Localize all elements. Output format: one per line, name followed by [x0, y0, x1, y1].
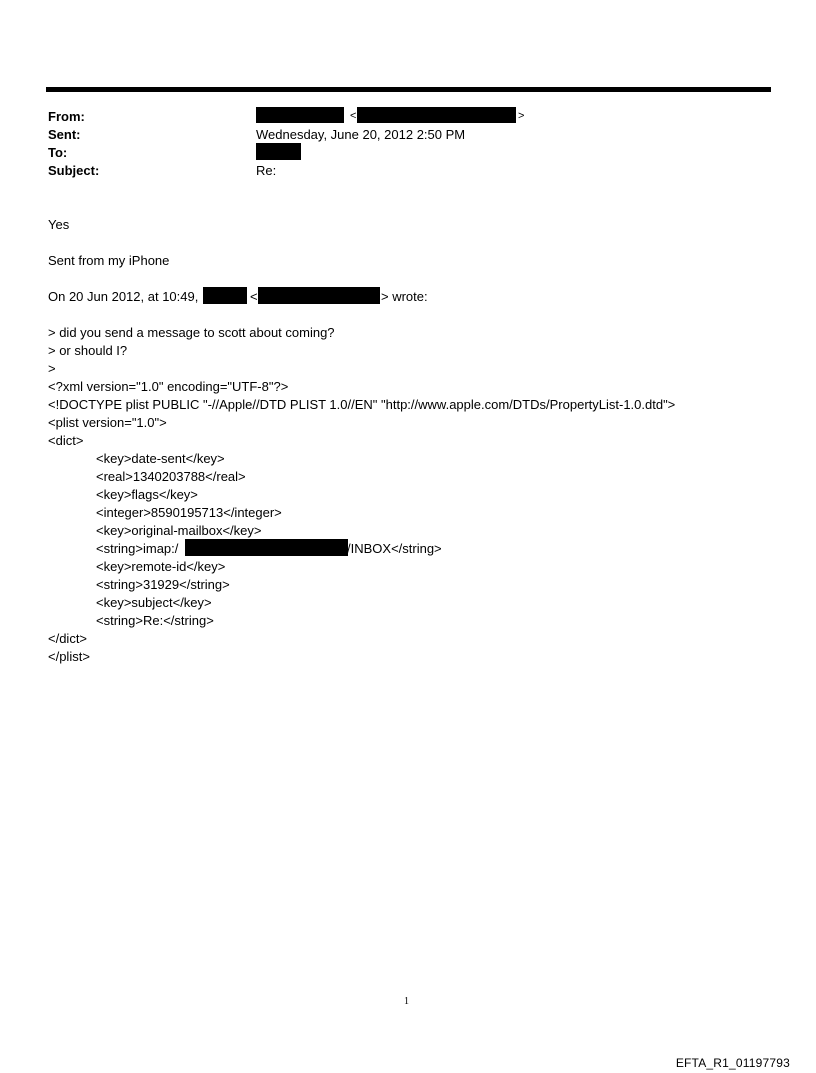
plist-entry: <string>Re:</string> — [96, 613, 214, 628]
xml-declaration: <?xml version="1.0" encoding="UTF-8"?> — [48, 379, 289, 394]
plist-entry: <key>remote-id</key> — [96, 559, 226, 574]
from-label: From: — [48, 109, 85, 124]
header-divider — [46, 87, 771, 92]
dict-open-tag: <dict> — [48, 433, 84, 448]
plist-entry: <real>1340203788</real> — [96, 469, 246, 484]
imap-string-suffix: /INBOX</string> — [347, 541, 442, 556]
subject-label: Subject: — [48, 163, 100, 178]
attribution-suffix: > wrote: — [381, 289, 428, 304]
to-label: To: — [48, 145, 68, 160]
sent-value: Wednesday, June 20, 2012 2:50 PM — [256, 127, 466, 142]
imap-string-prefix: <string>imap:/ — [96, 541, 179, 556]
plist-entry: <key>date-sent</key> — [96, 451, 225, 466]
signature: Sent from my iPhone — [48, 253, 170, 268]
redacted-imap-path — [185, 539, 348, 556]
plist-entry: <key>subject</key> — [96, 595, 212, 610]
document-id: EFTA_R1_01197793 — [675, 1056, 790, 1070]
from-open-bracket: < — [350, 110, 357, 122]
sent-label: Sent: — [48, 127, 81, 142]
subject-value: Re: — [256, 163, 277, 178]
plist-entry: <string>31929</string> — [96, 577, 230, 592]
reply-text: Yes — [48, 217, 70, 232]
quoted-line: > — [48, 361, 56, 376]
redacted-sender-name — [256, 107, 344, 123]
redacted-recipient — [256, 143, 301, 160]
redacted-quoted-sender-name — [203, 287, 247, 304]
quoted-line: > did you send a message to scott about coming? — [48, 325, 335, 340]
plist-entry: <key>flags</key> — [96, 487, 198, 502]
xml-doctype: <!DOCTYPE plist PUBLIC "-//Apple//DTD PLIST 1.0//EN" "http://www.apple.com/DTDs/PropertyList-1.0.dtd"> — [48, 397, 676, 412]
plist-open-tag: <plist version="1.0"> — [48, 415, 167, 430]
plist-entry: <key>original-mailbox</key> — [96, 523, 262, 538]
page-number: 1 — [404, 996, 409, 1007]
attribution-prefix: On 20 Jun 2012, at 10:49, — [48, 289, 199, 304]
redacted-quoted-sender-email — [258, 287, 380, 304]
from-close-bracket: > — [518, 110, 525, 122]
redacted-sender-email — [357, 107, 516, 123]
plist-close-tag: </plist> — [48, 649, 90, 664]
dict-close-tag: </dict> — [48, 631, 88, 646]
quoted-line: > or should I? — [48, 343, 128, 358]
plist-entry: <integer>8590195713</integer> — [96, 505, 282, 520]
attribution-open-bracket: < — [250, 289, 258, 304]
